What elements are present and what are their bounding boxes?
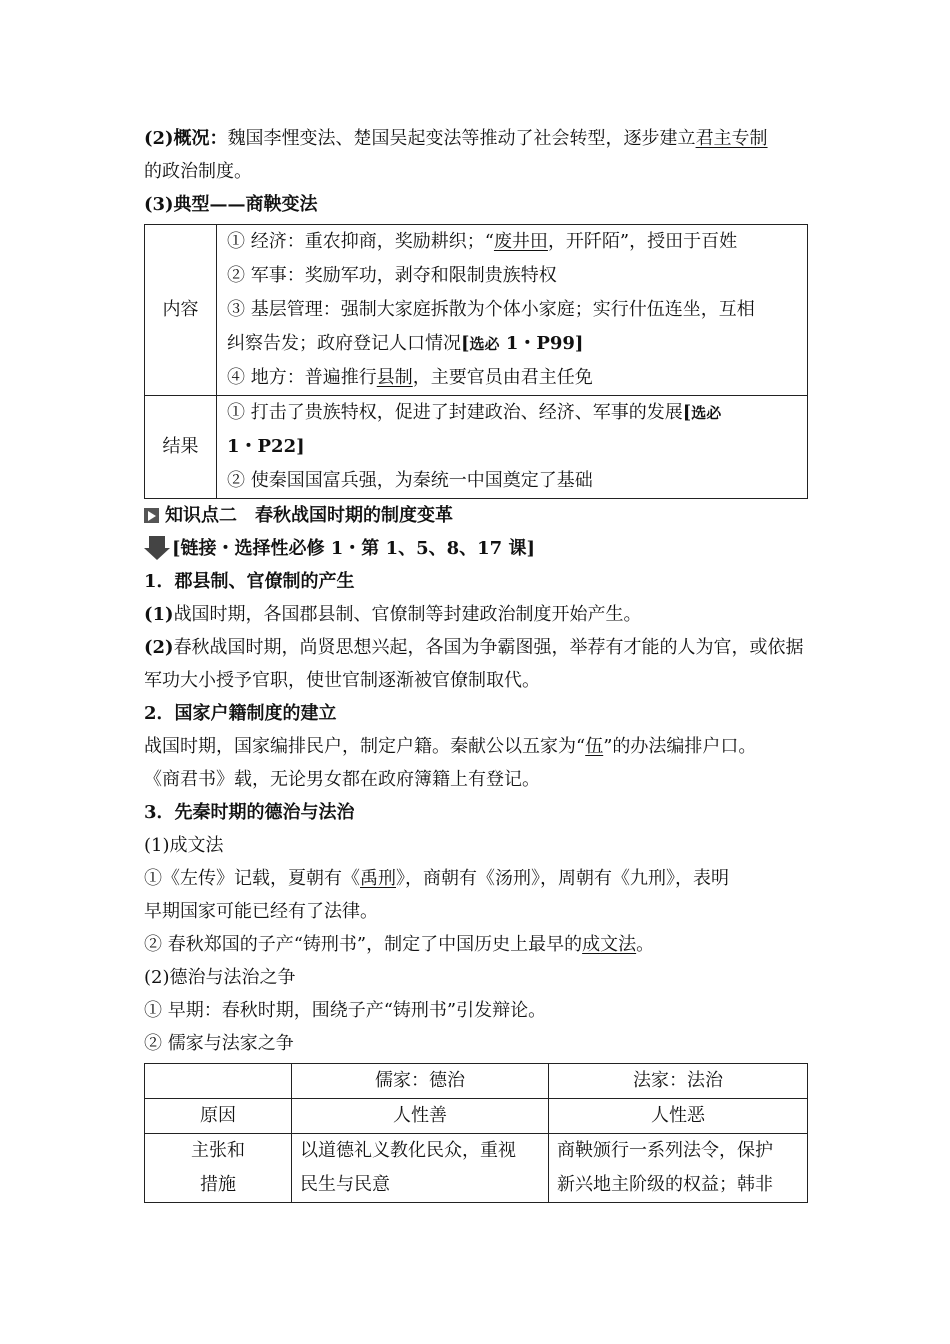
down-arrow-icon: [144, 536, 170, 562]
table-cell: 人性善: [292, 1099, 549, 1134]
subheading: (2)德治与法治之争: [144, 967, 296, 988]
paragraph-overview-cont: 的政治制度。: [144, 161, 252, 182]
paragraph: ② 儒家与法家之争: [144, 1033, 294, 1054]
paragraph-overview: (2)概况：魏国李悝变法、楚国吴起变法等推动了社会转型，逐步建立君主专制: [144, 128, 768, 149]
table-cell: 商鞅颁行一系列法令，保护 新兴地主阶级的权益；韩非: [549, 1134, 808, 1203]
confucian-legalist-table: [144, 1063, 808, 1203]
document-page: [144, 120, 808, 1203]
paragraph: 战国时期，国家编排民户，制定户籍。秦献公以五家为“伍”的办法编排户口。: [144, 736, 757, 757]
textbook-link: [链接・选择性必修 1・第 1、5、8、17 课]: [172, 538, 535, 559]
paragraph: ① 早期：春秋时期，围绕子产“铸刑书”引发辩论。: [144, 1000, 547, 1021]
shang-yang-reform-table: [144, 224, 808, 499]
table-row: [145, 396, 808, 499]
play-triangle-icon: [144, 508, 159, 523]
heading-1: 1．郡县制、官僚制的产生: [144, 571, 355, 592]
paragraph: (1)战国时期，各国郡县制、官僚制等封建政治制度开始产生。: [144, 604, 642, 625]
label-overview: (2)概况：: [144, 128, 228, 149]
table-row: [145, 1064, 808, 1099]
subheading-typical: (3)典型——商鞅变法: [144, 194, 318, 215]
underlined-term: 君主专制: [695, 128, 768, 149]
paragraph: 《商君书》载，无论男女都在政府簿籍上有登记。: [144, 769, 540, 790]
heading-2: 2．国家户籍制度的建立: [144, 703, 337, 724]
section-heading: [144, 499, 808, 532]
citation: [选必: [682, 402, 722, 423]
result-cell: ① 打击了贵族特权，促进了封建政治、经济、军事的发展[选必 1・P22] ② 使秦国国富兵强，为秦统一中国奠定了基础: [217, 396, 808, 499]
content-cell: ① 经济：重农抑商，奖励耕织；“废井田，开阡陌”，授田于百姓 ② 军事：奖励军功，剥夺和限制贵族特权 ③ 基层管理：强制大家庭拆散为个体小家庭；实行什伍连坐，互相 纠察告发；政府登记人口情况[选必 1・P99] ④ 地方：普遍推行县制，主要官员由君主任免: [217, 225, 808, 396]
paragraph: ①《左传》记载，夏朝有《禹刑》，商朝有《汤刑》，周朝有《九刑》，表明: [144, 868, 729, 889]
citation: [选必 1・P99]: [461, 333, 584, 354]
table-cell: 以道德礼义教化民众，重视 民生与民意: [292, 1134, 549, 1203]
column-header: 法家：法治: [549, 1064, 808, 1099]
table-row: [145, 225, 808, 396]
row-label: 主张和 措施: [145, 1134, 292, 1203]
table-cell: 人性恶: [549, 1099, 808, 1134]
link-line: [144, 532, 808, 565]
table-row: [145, 1134, 808, 1203]
subheading: (1)成文法: [144, 835, 224, 856]
row-label: 原因: [145, 1099, 292, 1134]
row-header-content: 内容: [145, 225, 217, 396]
row-header-result: 结果: [145, 396, 217, 499]
paragraph: ② 春秋郑国的子产“铸刑书”，制定了中国历史上最早的成文法。: [144, 934, 655, 955]
paragraph: 早期国家可能已经有了法律。: [144, 901, 378, 922]
paragraph: (2)春秋战国时期，尚贤思想兴起，各国为争霸图强，举荐有才能的人为官，或依据军功大小授予官职，使世官制逐渐被官僚制取代。: [144, 637, 804, 691]
column-header: 儒家：德治: [292, 1064, 549, 1099]
section-title: 知识点二 春秋战国时期的制度变革: [165, 505, 453, 526]
table-row: [145, 1099, 808, 1134]
heading-3: 3．先秦时期的德治与法治: [144, 802, 355, 823]
